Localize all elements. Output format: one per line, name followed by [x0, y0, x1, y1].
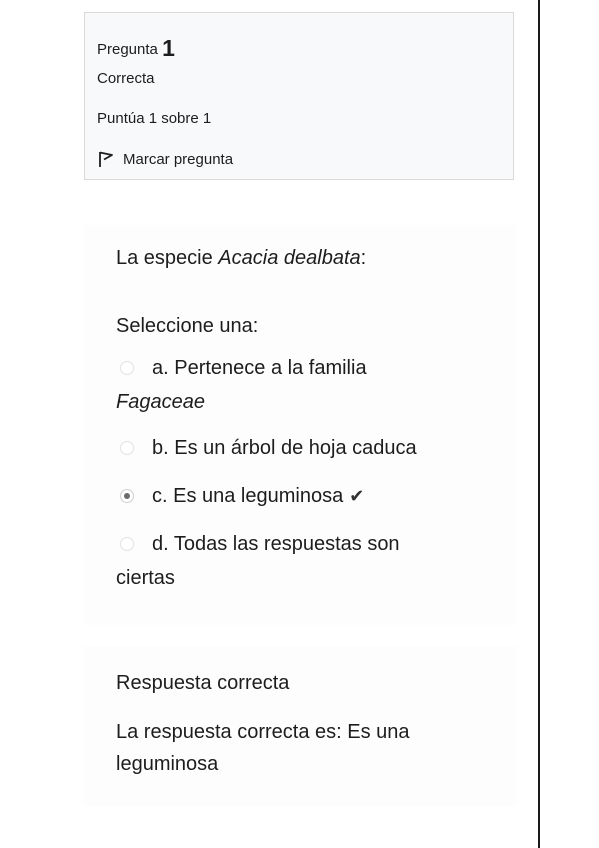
correct-check-icon: ✔	[349, 486, 365, 506]
option-a-label-cont: Fagaceae	[116, 391, 205, 413]
question-text-suffix: :	[360, 247, 367, 269]
question-text	[116, 247, 366, 270]
question-panel	[84, 225, 516, 625]
question-number: 1	[162, 35, 175, 61]
option-b-label: b. Es un árbol de hoja caduca	[152, 437, 417, 459]
question-number-label	[97, 33, 175, 60]
feedback-title: Respuesta correcta	[116, 672, 290, 694]
page-right-border	[538, 0, 540, 848]
radio-option-a[interactable]	[120, 361, 134, 375]
option-a-label: a. Pertenece a la familia	[152, 357, 367, 379]
question-grade: Puntúa 1 sobre 1	[97, 110, 212, 127]
question-text-species: Acacia dealbata	[218, 247, 361, 269]
answer-option-a[interactable]	[116, 351, 486, 419]
flag-icon	[97, 150, 115, 168]
answer-prompt: Seleccione una:	[116, 315, 259, 337]
feedback-panel	[84, 646, 516, 806]
flag-question-link[interactable]	[97, 150, 233, 168]
radio-option-c[interactable]	[120, 489, 134, 503]
radio-option-d[interactable]	[120, 537, 134, 551]
flag-question-label: Marcar pregunta	[123, 150, 234, 168]
answer-option-c[interactable]	[116, 479, 486, 513]
question-state: Correcta	[97, 70, 155, 87]
radio-option-b[interactable]	[120, 441, 134, 455]
option-d-label-cont: ciertas	[116, 567, 175, 589]
question-info-box	[84, 12, 514, 180]
question-text-prefix: La especie	[116, 247, 219, 269]
answer-option-d[interactable]	[116, 527, 486, 595]
answer-option-b[interactable]	[116, 431, 486, 465]
question-label-text: Pregunta	[97, 41, 158, 58]
option-c-label: c. Es una leguminosa	[152, 485, 344, 507]
option-d-label: d. Todas las respuestas son	[152, 533, 400, 555]
feedback-correct-answer: La respuesta correcta es: Es una leguminosa	[116, 721, 410, 775]
